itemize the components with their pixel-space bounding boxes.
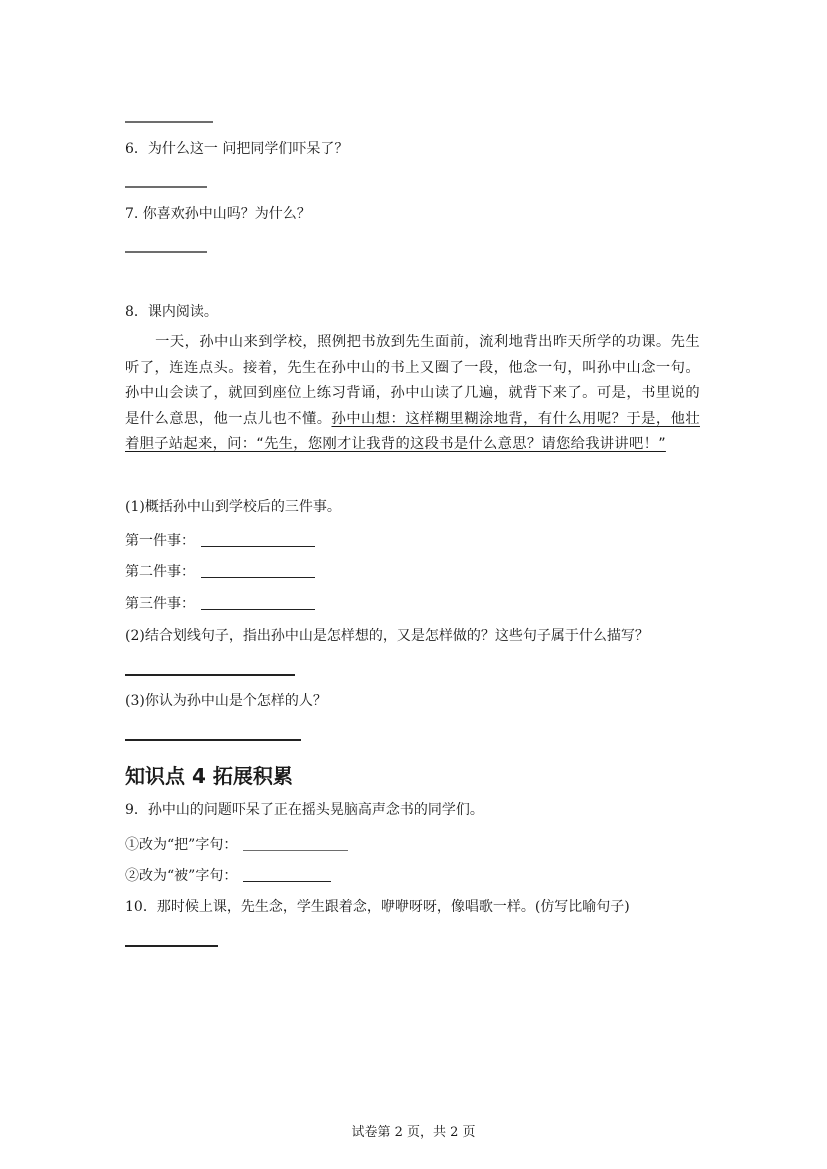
event-label-2: 第二件事： xyxy=(125,564,195,580)
event-answer-line-3[interactable] xyxy=(201,609,315,611)
answer-line-q8-sub3[interactable] xyxy=(125,739,301,741)
answer-line-q10[interactable] xyxy=(125,945,218,947)
question-8-sub2: (2)结合划线句子，指出孙中山是怎样想的，又是怎样做的？这些句子属于什么描写？ xyxy=(125,628,649,644)
question-6: 6．为什么这一 问把同学们吓呆了？ xyxy=(125,141,349,157)
question-9: 9．孙中山的问题吓呆了正在摇头晃脑高声念书的同学们。 xyxy=(125,802,484,818)
section-heading: 知识点 4 拓展积累 xyxy=(125,764,293,788)
question-8-sub1: (1)概括孙中山到学校后的三件事。 xyxy=(125,499,341,515)
event-label-3: 第三件事： xyxy=(125,596,195,612)
question-7: 7. 你喜欢孙中山吗？为什么？ xyxy=(125,206,311,222)
q9-item-label-1: ①改为“把”字句： xyxy=(125,837,238,853)
question-8-sub3: (3)你认为孙中山是个怎样的人？ xyxy=(125,693,327,709)
q9-item-label-2: ②改为“被”字句： xyxy=(125,868,238,884)
answer-line-q5[interactable] xyxy=(125,121,213,123)
answer-line-q8-sub2[interactable] xyxy=(125,674,295,676)
event-answer-line-1[interactable] xyxy=(201,546,315,548)
answer-line-q7[interactable] xyxy=(125,251,207,253)
q9-item-row-1 xyxy=(125,836,348,854)
q9-item-row-2 xyxy=(125,867,331,885)
event-label-1: 第一件事： xyxy=(125,533,195,549)
question-8-title: 8．课内阅读。 xyxy=(125,304,218,320)
event-row-1 xyxy=(125,532,315,550)
answer-line-q6[interactable] xyxy=(125,186,207,188)
page-footer: 试卷第 2 页，共 2 页 xyxy=(351,1125,476,1140)
q9-answer-line-2[interactable] xyxy=(243,881,331,883)
event-answer-line-2[interactable] xyxy=(201,577,315,579)
event-row-3 xyxy=(125,595,315,613)
q9-answer-line-1[interactable] xyxy=(243,850,348,852)
passage-plain-text: 一天，孙中山来到学校，照例把书放到先生面前，流利地背出昨天所学的功课。先生听了，连连点头。接着，先生在孙中山的书上又圈了一段，他念一句，叫孙中山念一句。孙中山会读了，就回到座位上练习背诵，孙中山读了几遍，就背下来了。可是，书里说的是什么意思，他一点儿也不懂。 xyxy=(125,334,700,427)
question-10: 10．那时候上课，先生念，学生跟着念，咿咿呀呀，像唱歌一样。(仿写比喻句子) xyxy=(125,899,630,915)
event-row-2 xyxy=(125,563,315,581)
reading-passage xyxy=(125,330,700,458)
passage-underlined-text: 孙中山想：这样糊里糊涂地背，有什么用呢？于是，他壮着胆子站起来，问：“先生，您刚才让我背的这段书是什么意思？请您给我讲讲吧！” xyxy=(125,410,700,452)
